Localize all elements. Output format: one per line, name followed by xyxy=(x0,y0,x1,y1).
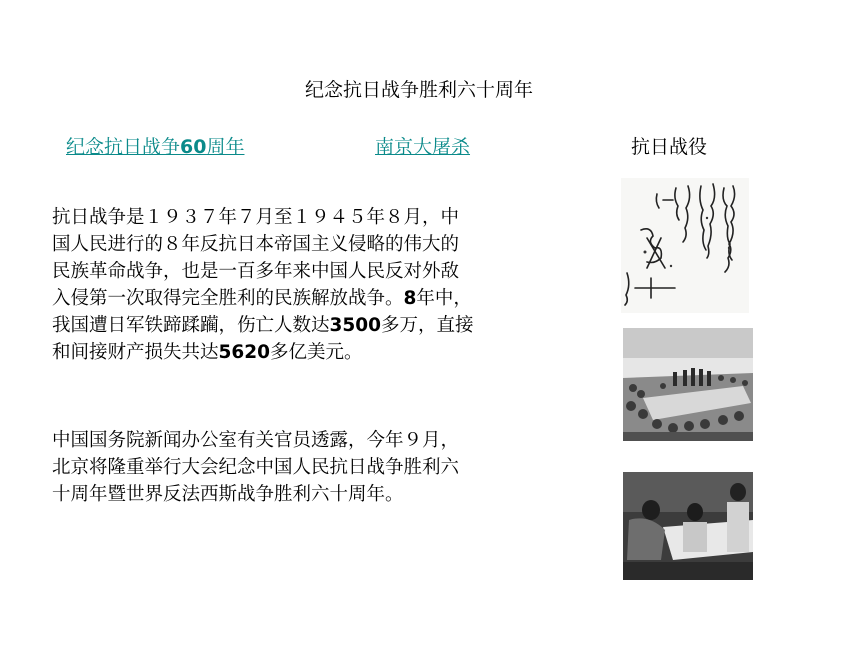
link-nanjing-massacre[interactable]: 南京大屠杀 xyxy=(375,136,471,158)
page-title: 纪念抗日战争胜利六十周年 xyxy=(304,79,533,101)
assembly-photo xyxy=(623,328,753,441)
signing-photo xyxy=(623,472,753,580)
calligraphy-image xyxy=(621,178,749,313)
paragraph-commemoration: 中国国务院新闻办公室有关官员透露，今年９月，北京将隆重举行大会纪念中国人民抗日战争胜利六十周年暨世界反法西斯战争胜利六十周年。 xyxy=(52,430,460,505)
paragraph-war-summary: 抗日战争是１９３７年７月至１９４５年８月，中国人民进行的８年反抗日本帝国主义侵略的伟大的民族革命战争，也是一百多年来中国人民反对外敌入侵第一次取得完全胜利的民族解放战争。8年中，我国遭日军铁蹄蹂躏，伤亡人数达3500多万，直接和间接财产损失共达5620多亿美元。 xyxy=(52,207,474,363)
label-battles: 抗日战役 xyxy=(631,136,708,158)
link-60th-anniversary[interactable]: 纪念抗日战争60周年 xyxy=(66,136,245,158)
